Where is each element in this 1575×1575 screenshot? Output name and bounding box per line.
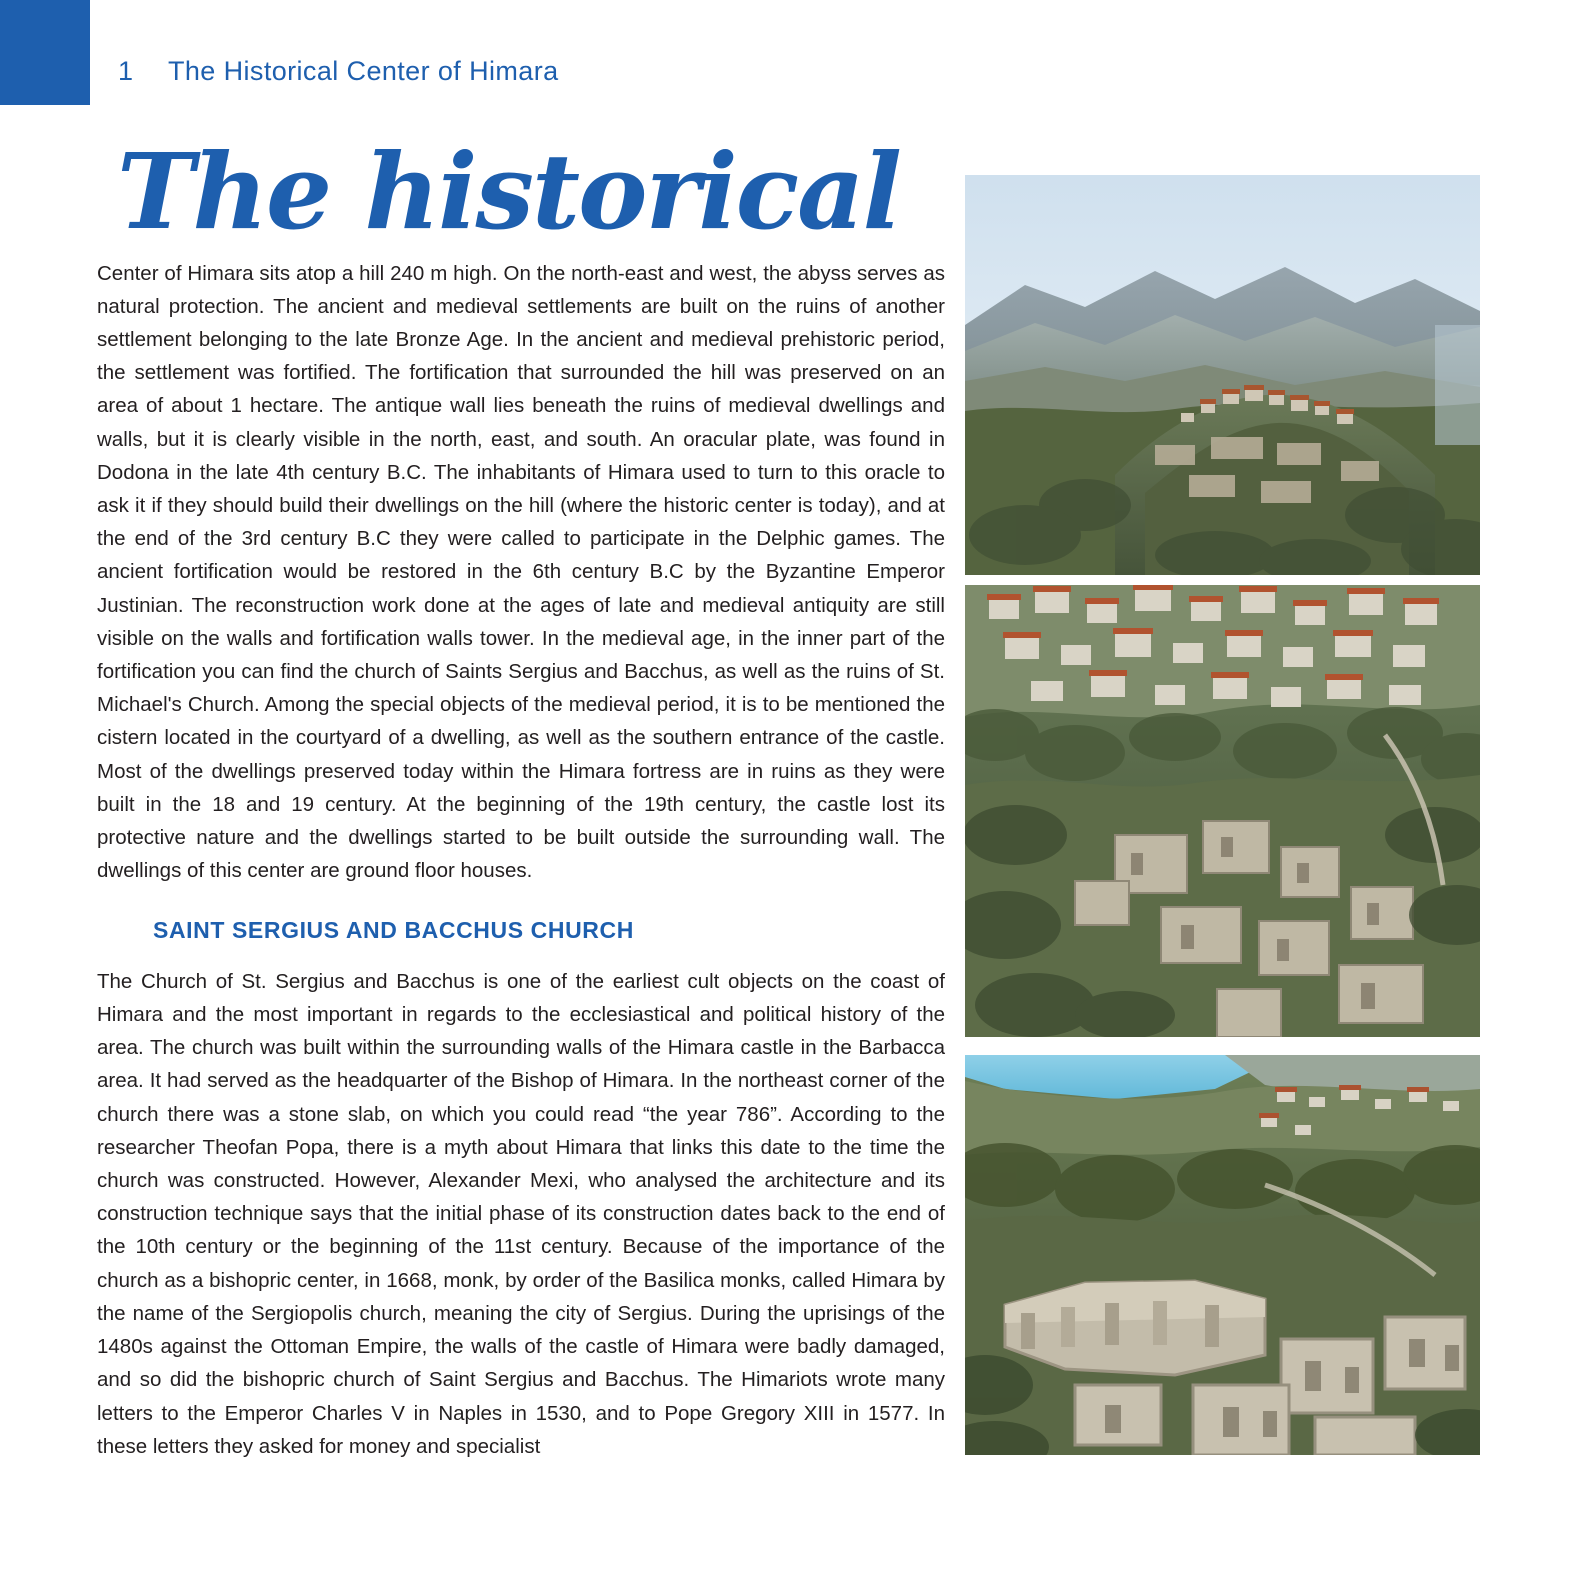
section-heading-church: SAINT SERGIUS AND BACCHUS CHURCH [153, 917, 634, 944]
page-number: 1 [118, 56, 134, 86]
paragraph-intro: Center of Himara sits atop a hill 240 m high. On the north-east and west, the abyss serves as natural protection. The ancient and medieval settlements are built on the ruins of another settlement belonging to the late Bronze Age. In the ancient and medieval prehistoric period, the settlement was fortified. The fortification that surrounded the hill was preserved on an area of about 1 hectare. The antique wall lies beneath the ruins of medieval dwellings and walls, but it is clearly visible in the north, east, and south. An oracular plate, was found in Dodona in the late 4th century B.C. The inhabitants of Himara used to turn to this oracle to ask it if they should build their dwellings on the hill (where the historic center is today), and at the end of the 3rd century B.C they were called to participate in the Delphic games. The ancient fortification would be restored in the 6th century B.C by the Byzantine Emperor Justinian. The reconstruction work done at the ages of late and medieval antiquity are still visible on the walls and fortification walls tower. In the medieval age, in the inner part of the fortification you can find the church of Saints Sergius and Bacchus, as well as the ruins of St. Michael's Church. Among the special objects of the medieval period, it is to be mentioned the cistern located in the courtyard of a dwelling, as well as the southern entrance of the castle. Most of the dwellings preserved today within the Himara fortress are in ruins as they were built in the 18 and 19 century. At the beginning of the 19th century, the castle lost its protective nature and the dwellings started to be built outside the surrounding wall. The dwellings of this center are ground floor houses. [97, 261, 945, 883]
decorative-script-heading: The historical [117, 130, 900, 253]
photo-aerial-view-hilltop-castle [965, 175, 1480, 575]
photo-3-illustration [965, 1055, 1480, 1455]
photo-1-illustration [965, 175, 1480, 575]
page-title: The Historical Center of Himara [168, 56, 559, 86]
page-header [118, 56, 559, 87]
header-accent-block [0, 0, 90, 105]
paragraph-church: The Church of St. Sergius and Bacchus is one of the earliest cult objects on the coast of Himara and the most important in regards to the ecclesiastical and political history of the area. The church was built within the surrounding walls of the Himara castle in the Barbacca area. It had served as the headquarter of the Bishop of Himara. In the northeast corner of the church there was a stone slab, on which you could read “the year 786”. According to the researcher Theofan Popa, there is a myth about Himara that links this date to the time the church was constructed. However, Alexander Mexi, who analysed the architecture and its construction technique says that the initial phase of its construction dates back to the end of the 10th century or the beginning of the 11st century. Because of the importance of the church as a bishopric center, in 1668, monk, by order of the Basilica monks, called Himara by the name of the Sergiopolis church, meaning the city of Sergius. During the uprisings of the 1480s against the Ottoman Empire, the walls of the castle of Himara were badly damaged, and so did the bishopric church of Saint Sergius and Bacchus. The Himariots wrote many letters to the Emperor Charles V in Naples in 1530, and to Pope Gregory XIII in 1577. In these letters they asked for money and specialist [97, 969, 945, 1458]
photo-aerial-view-fortress-coastline [965, 1055, 1480, 1455]
photo-aerial-view-village-ruins [965, 585, 1480, 1037]
photo-2-illustration [965, 585, 1480, 1037]
article-text-column [97, 130, 945, 1483]
